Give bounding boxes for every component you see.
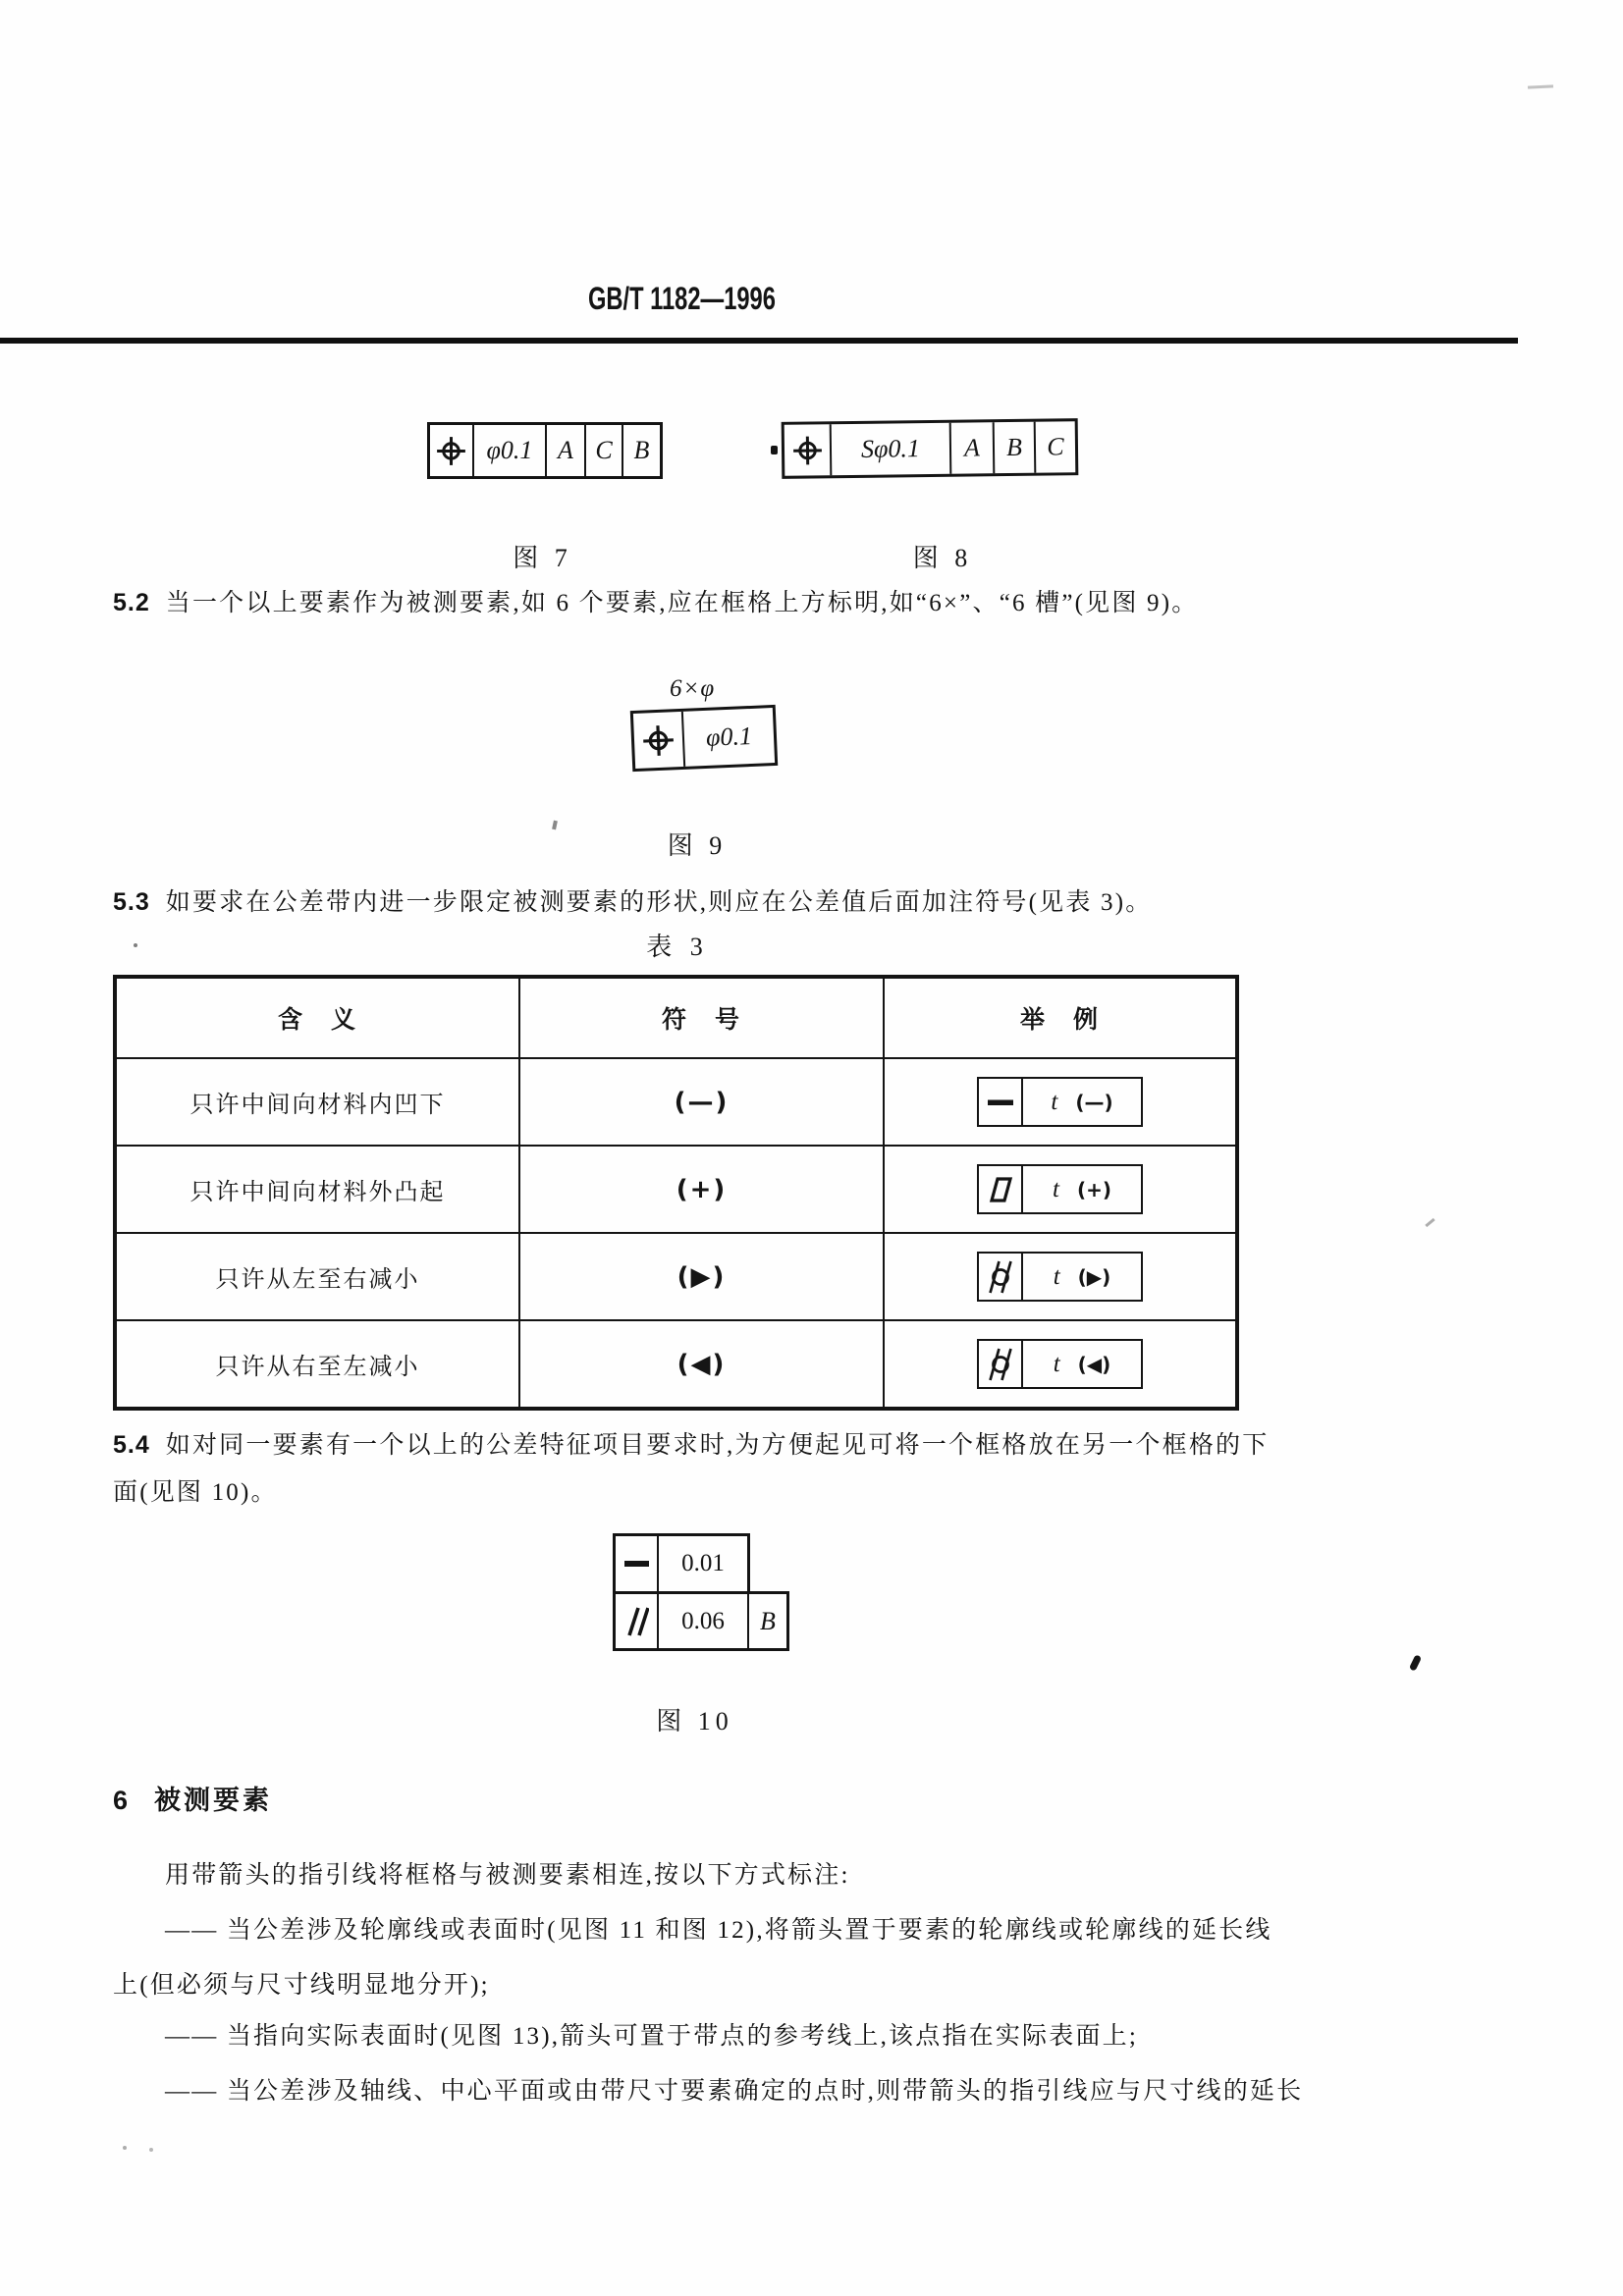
parallelism-icon — [616, 1594, 657, 1648]
figure7-caption: 图 7 — [513, 544, 572, 572]
straightness-icon — [979, 1079, 1021, 1125]
figure7-frame — [427, 422, 663, 479]
table-row — [117, 1145, 1235, 1232]
figure10-lower-frame — [613, 1591, 789, 1651]
section-6-item3: —— 当公差涉及轴线、中心平面或由带尺寸要素确定的点时,则带箭头的指引线应与尺寸线的延长 — [165, 2078, 1304, 2105]
figure9-caption: 图 9 — [667, 831, 728, 860]
position-icon — [430, 425, 472, 476]
clause-5-3-text: 如要求在公差带内进一步限定被测要素的形状,则应在公差值后面加注符号(见表 3)。 — [165, 889, 1153, 916]
flatness-icon — [979, 1166, 1021, 1212]
datum-reference: A — [949, 422, 994, 474]
datum-reference: A — [545, 425, 584, 476]
tolerance-with-modifier — [1021, 1254, 1141, 1300]
example-frame — [977, 1164, 1143, 1214]
cylindricity-icon — [979, 1254, 1021, 1300]
tolerance-with-modifier — [1021, 1166, 1141, 1212]
datum-reference: C — [584, 425, 622, 476]
tolerance-t: t — [1051, 1088, 1058, 1115]
modifier-symbol: (◀) — [1077, 1352, 1111, 1376]
clause-5-4-number: 5.4 — [113, 1431, 150, 1459]
tolerance-value: 0.01 — [657, 1536, 747, 1591]
datum-reference: C — [1034, 421, 1076, 473]
section-6-intro: 用带箭头的指引线将框格与被测要素相连,按以下方式标注: — [165, 1862, 850, 1889]
tolerance-with-modifier — [1021, 1341, 1141, 1387]
section-6-item2: —— 当指向实际表面时(见图 13),箭头可置于带点的参考线上,该点指在实际表面上; — [165, 2023, 1138, 2050]
scan-dot — [123, 2146, 127, 2150]
example-cell — [883, 1059, 1235, 1145]
tolerance-t: t — [1053, 1175, 1059, 1202]
table-row — [117, 1232, 1235, 1319]
table3-label: 表 3 — [646, 933, 709, 961]
datum-reference: B — [993, 422, 1035, 474]
scan-artifact — [1528, 84, 1553, 88]
clause-5-2-number: 5.2 — [113, 589, 150, 616]
meaning-cell: 只许中间向材料内凹下 — [189, 1093, 446, 1118]
example-cell — [883, 1234, 1235, 1319]
figure9-count-label: 6×φ — [670, 675, 716, 702]
meaning-cell: 只许中间向材料外凸起 — [189, 1180, 446, 1205]
section-6-number: 6 — [113, 1786, 132, 1815]
modifier-symbol: (+) — [1076, 1177, 1111, 1201]
figure8-frame — [782, 418, 1079, 479]
symbol-cell: (+) — [518, 1147, 883, 1232]
meaning-cell: 只许从左至右减小 — [215, 1267, 420, 1293]
modifier-symbol: (▶) — [1077, 1264, 1111, 1289]
clause-5-2-text: 当一个以上要素作为被测要素,如 6 个要素,应在框格上方标明,如“6×”、“6 槽”(见图 9)。 — [165, 590, 1199, 616]
tolerance-value: 0.06 — [657, 1594, 747, 1648]
figure8-caption: 图 8 — [912, 544, 973, 572]
figure9-frame — [630, 705, 778, 772]
table-3 — [113, 975, 1239, 1411]
datum-reference: B — [747, 1594, 786, 1648]
symbol-cell: (—) — [518, 1059, 883, 1145]
clause-5-3-number: 5.3 — [113, 888, 150, 916]
scan-dot — [149, 2148, 153, 2152]
figure10-upper-frame — [613, 1533, 750, 1594]
datum-reference: B — [622, 425, 660, 476]
symbol-cell: (▶) — [518, 1234, 883, 1319]
modifier-symbol: (—) — [1075, 1090, 1113, 1114]
column-header-meaning: 含 义 — [277, 1007, 357, 1034]
cylindricity-icon — [979, 1341, 1021, 1387]
scan-artifact — [1425, 1218, 1434, 1227]
stray-ink-dot — [771, 446, 778, 454]
scan-artifact — [552, 821, 558, 830]
clause-5-4-text-line1: 如对同一要素有一个以上的公差特征项目要求时,为方便起见可将一个框格放在另一个框格的下 — [165, 1432, 1270, 1459]
header-rule — [0, 338, 1518, 344]
pen-mark — [1409, 1654, 1422, 1671]
column-header-symbol: 符 号 — [518, 979, 883, 1057]
clause-5-2 — [113, 583, 1198, 618]
tolerance-t: t — [1053, 1350, 1060, 1377]
straightness-icon — [616, 1536, 657, 1591]
tolerance-with-modifier — [1021, 1079, 1141, 1125]
clause-5-4-line2: 面(见图 10)。 — [113, 1479, 278, 1506]
example-frame — [977, 1077, 1143, 1127]
table-row — [117, 1057, 1235, 1145]
symbol-cell: (◀) — [518, 1321, 883, 1407]
example-cell — [883, 1147, 1235, 1232]
section-6-item1-line1: —— 当公差涉及轮廓线或表面时(见图 11 和图 12),将箭头置于要素的轮廓线或轮廓线的延长线 — [165, 1917, 1272, 1944]
figure10-caption: 图 10 — [656, 1707, 733, 1735]
tolerance-value: φ0.1 — [472, 425, 545, 476]
table-header-row — [117, 979, 1235, 1057]
section-6-heading — [113, 1779, 272, 1817]
tolerance-value: Sφ0.1 — [830, 423, 950, 475]
section-6-title: 被测要素 — [154, 1786, 273, 1815]
clause-5-4-line1 — [113, 1425, 1269, 1461]
position-icon — [784, 424, 831, 476]
meaning-cell: 只许从右至左减小 — [215, 1355, 420, 1380]
position-icon — [633, 712, 683, 769]
tolerance-value: φ0.1 — [681, 708, 775, 767]
standard-number-title: GB/T 1182—1996 — [588, 281, 776, 316]
tolerance-t: t — [1053, 1262, 1060, 1290]
example-cell — [883, 1321, 1235, 1407]
section-6-item1-line2: 上(但必须与尺寸线明显地分开); — [113, 1972, 490, 1999]
column-header-example: 举 例 — [883, 979, 1235, 1057]
example-frame — [977, 1339, 1143, 1389]
table-row — [117, 1319, 1235, 1407]
scan-dot — [134, 943, 137, 947]
example-frame — [977, 1252, 1143, 1302]
clause-5-3 — [113, 882, 1152, 918]
